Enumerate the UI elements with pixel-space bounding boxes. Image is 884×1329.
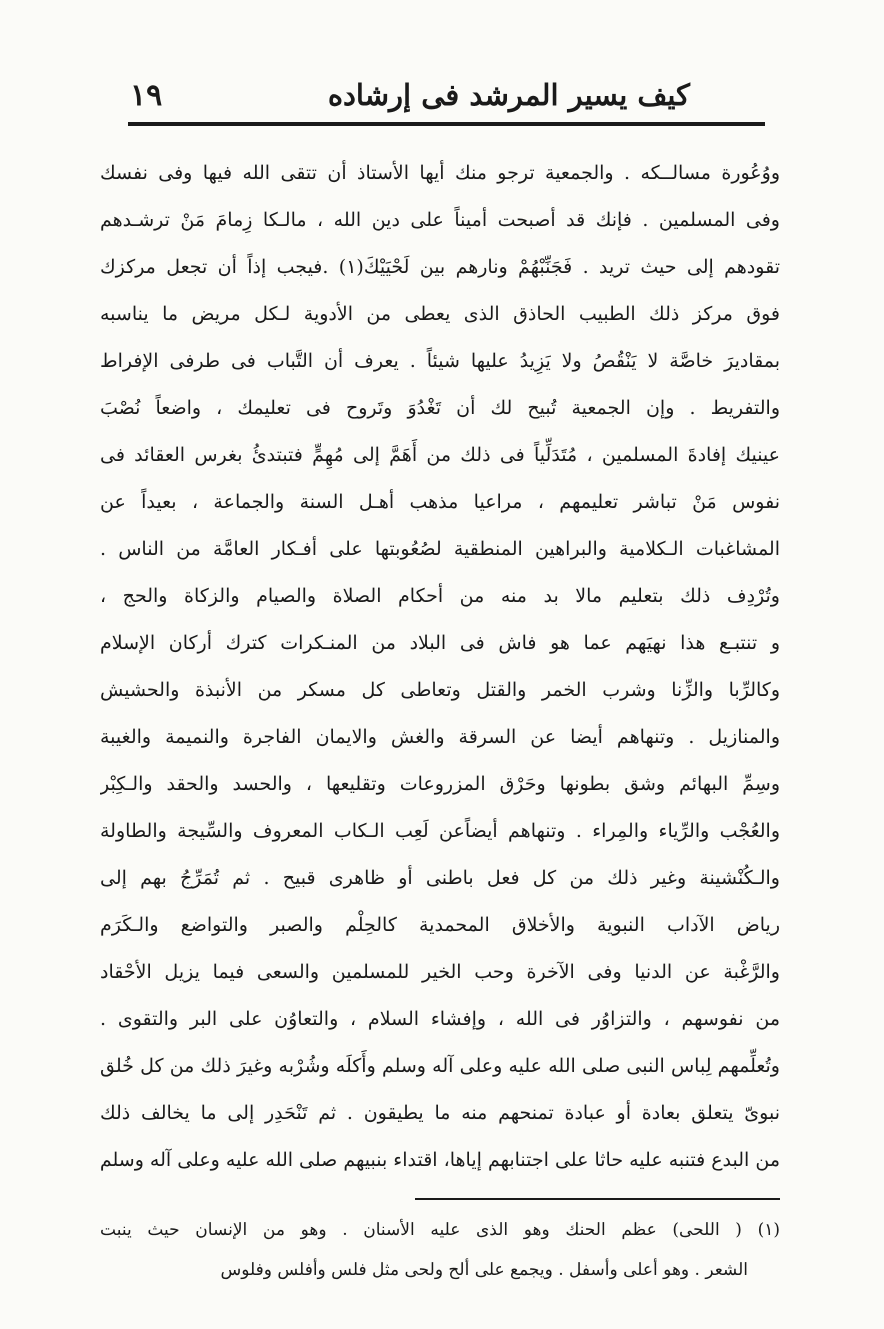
text-line: عينيك إفادةَ المسلمين ، مُتَدَلِّياً فى ذلك من أَهَمَّ إلى مُهِمٍّ فتبتدئُ بغرس العقائد فى — [100, 444, 780, 466]
text-line: والعُجْب والرِّياء والمِراء . وتنهاهم أيضاًعن لَعِب الـكاب المعروف والسِّيجة والطاولة — [100, 820, 780, 842]
page-number: ١٩ — [130, 77, 163, 113]
text-line: والتفريط . وإن الجمعية تُبيح لك أن تَغْدُوَ وتَروح فى تعليمك ، واضعاً نُصْبَ — [100, 397, 780, 419]
text-line: ووُعُورة مسالــكه . والجمعية ترجو منك أيها الأستاذ أن تتقى الله فيها وفى نفسك — [100, 162, 780, 184]
text-line: نبوىّ يتعلق بعادة أو عبادة تمنحهم منه ما يطيقون . ثم تَنْحَدِر إلى ما يخالف ذلك — [100, 1102, 780, 1124]
text-line: تقودهم إلى حيث تريد . فَجَنِّبْهُمْ ونارهم بين لَحْيَيْكَ(١) .فيجب إذاً أن تجعل مركزك — [100, 256, 780, 278]
text-line: وتُعلِّمهم لِباس النبى صلى الله عليه وعلى آله وسلم وأَكلَه وشُرْبه وغيرَ ذلك من كل خُلق — [100, 1055, 780, 1077]
text-line: من نفوسهم ، والتزاوُر فى الله ، وإفشاء السلام ، والتعاوُن على البر والتقوى . — [100, 1008, 780, 1030]
text-line: وفى المسلمين . فإنك قد أصبحت أميناً على دين الله ، مالـكا زِمامَ مَنْ ترشـدهم — [100, 209, 780, 231]
text-line: وكالرِّبا والزِّنا وشرب الخمر والقتل وتعاطى كل مسكر من الأنبذة والحشيش — [100, 679, 780, 701]
text-line: من البدع فتنبه عليه حاثا على اجتنابهم إياها، اقتداء بنبيهم صلى الله عليه وعلى آله وسلم — [100, 1149, 780, 1171]
page-header — [130, 70, 760, 120]
footnote-rule — [415, 1198, 780, 1200]
footnote-line: (١) ( اللحى) عظم الحنك وهو الذى عليه الأسنان . وهو من الإنسان حيث ينبت — [100, 1220, 780, 1240]
text-line: نفوس مَنْ تباشر تعليمهم ، مراعيا مذهب أهـل السنة والجماعة ، بعيداً عن — [100, 491, 780, 513]
running-title: كيف يسير المرشد فى إرشاده — [327, 78, 690, 112]
text-line: وتُرْدِف ذلك بتعليم مالا بد منه من أحكام الصلاة والصيام والزكاة والحج ، — [100, 585, 780, 607]
text-line: رياض الآداب النبوية والأخلاق المحمدية كالحِلْم والصبر والتواضع والـكَرَم — [100, 914, 780, 936]
text-line: والمنازيل . وتنهاهم أيضا عن السرقة والغش والايمان الفاجرة والنميمة والغيبة — [100, 726, 780, 748]
footnotes — [100, 1210, 780, 1290]
body-text — [100, 150, 780, 1184]
text-line: فوق مركز ذلك الطبيب الحاذق الذى يعطى من الأدوية لـكل مريض ما يناسبه — [100, 303, 780, 325]
text-line: بمقاديرَ خاصَّة لا يَنْقُصُ ولا يَزِيدُ عليها شيئاً . يعرف أن التَّباب فى طرفى الإفراط — [100, 350, 780, 372]
text-line: وسِمِّ البهائم وشق بطونها وحَرْق المزروعات وتقليعها ، والحسد والحقد والـكِبْر — [100, 773, 780, 795]
text-line: والـكُنْشينة وغير ذلك من كل فعل باطنى أو ظاهرى قبيح . ثم تُمَرِّجُ بهم إلى — [100, 867, 780, 889]
text-line: والرَّغْبة عن الدنيا وفى الآخرة وحب الخير للمسلمين والسعى فيما يزيل الأحْقاد — [100, 961, 780, 983]
footnote-line: الشعر . وهو أعلى وأسفل . ويجمع على ألح ولحى مثل فلس وأفلس وفلوس — [220, 1260, 748, 1280]
text-line: المشاغبات الـكلامية والبراهين المنطقية لصُعُوبتها على أفـكار العامَّة من الناس . — [100, 538, 780, 560]
text-line: و تنتبـع هذا نهيَهم عما هو فاش فى البلاد من المنـكرات كترك أركان الإسلام — [100, 632, 780, 654]
header-rule — [128, 122, 765, 126]
